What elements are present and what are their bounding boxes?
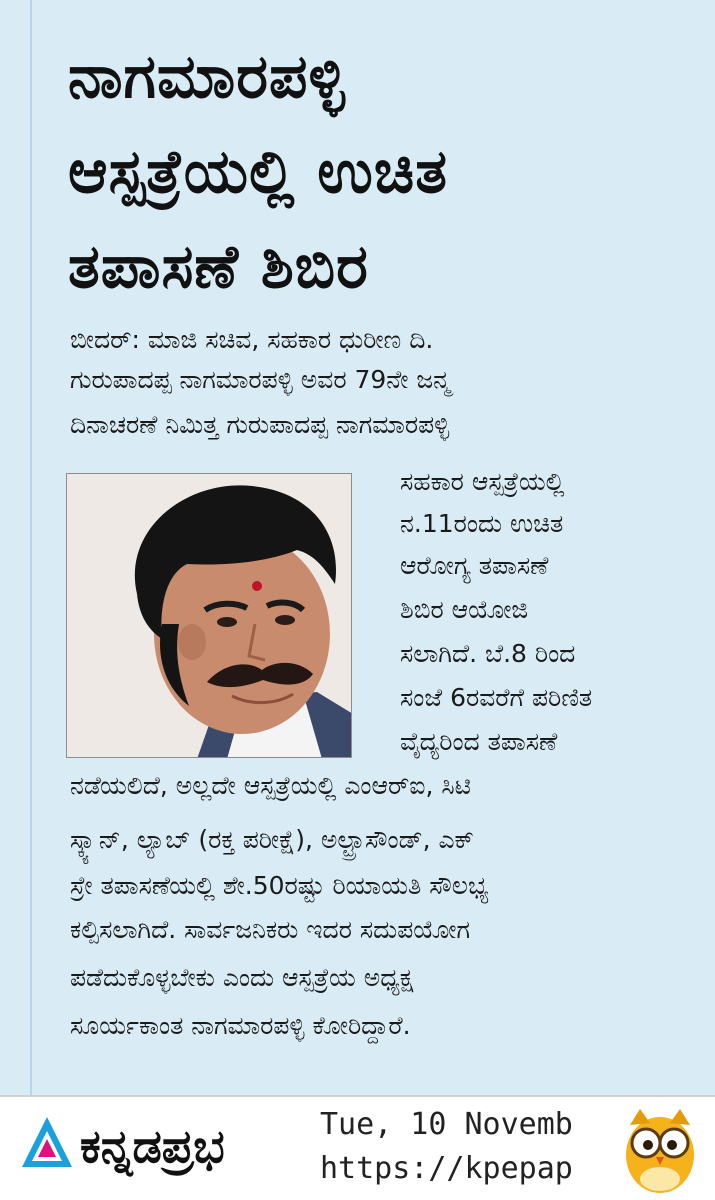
article-headline [68, 30, 688, 315]
portrait-photo [66, 473, 352, 758]
body-line: ವೈದ್ಯರಿಂದ ತಪಾಸಣೆ [400, 727, 558, 756]
body-line: ಸ್ಕ್ಯಾನ್, ಲ್ಯಾಬ್ (ರಕ್ತ ಪರೀಕ್ಷೆ), ಅಲ್ಟ್ರಾಸೌಂಡ್, ಎಕ್ [70, 825, 474, 854]
body-line: ಆರೋಗ್ಯ ತಪಾಸಣೆ [400, 551, 549, 580]
headline-line: ತಪಾಸಣೆ ಶಿಬಿರ [68, 232, 369, 302]
body-line: ಸಲಾಗಿದೆ. ಬೆ.8 ರಿಂದ [400, 639, 576, 668]
body-line: ಬೀದರ್: ಮಾಜಿ ಸಚಿವ, ಸಹಕಾರ ಧುರೀಣ ದಿ. [70, 325, 434, 354]
body-line: ದಿನಾಚರಣೆ ನಿಮಿತ್ತ ಗುರುಪಾದಪ್ಪ ನಾಗಮಾರಪಳ್ಳಿ [70, 410, 450, 439]
portrait-illustration [67, 474, 352, 758]
publication-footer [0, 1095, 715, 1200]
clipping-edge [30, 0, 32, 1095]
body-line: ಶಿಬಿರ ಆಯೋಜಿ [400, 595, 529, 624]
owl-mascot-icon [620, 1103, 700, 1195]
publication-name: ಕನ್ನಡಪ್ರಭ [80, 1119, 225, 1173]
body-line: ಕಲ್ಪಿಸಲಾಗಿದೆ. ಸಾರ್ವಜನಿಕರು ಇದರ ಸದುಪಯೋಗ [70, 915, 471, 944]
body-line: ನ.11ರಂದು ಉಚಿತ [400, 509, 564, 538]
body-line: ಸೂರ್ಯಕಾಂತ ನಾಗಮಾರಪಳ್ಳಿ ಕೋರಿದ್ದಾರೆ. [70, 1011, 411, 1040]
body-line: ಸಹಕಾರ ಆಸ್ಪತ್ರೆಯಲ್ಲಿ [400, 467, 565, 496]
headline-line: ನಾಗಮಾರಪಳ್ಳಿ [68, 42, 346, 112]
headline-line: ಆಸ್ಪತ್ರೆಯಲ್ಲಿ ಉಚಿತ [68, 137, 448, 207]
body-line: ನಡೆಯಲಿದೆ, ಅಲ್ಲದೇ ಆಸ್ಪತ್ರೆಯಲ್ಲಿ ಎಂಆರ್‌ಐ, ಸಿಟಿ [70, 771, 471, 800]
body-line: ಪಡೆದುಕೊಳ್ಳಬೇಕು ಎಂದು ಆಸ್ಪತ್ರೆಯ ಅಧ್ಯಕ್ಷ [70, 963, 414, 992]
body-line: ಸಂಜೆ 6ರವರೆಗೆ ಪರಿಣಿತ [400, 683, 593, 712]
epaper-url[interactable]: https://kpepap [320, 1151, 573, 1186]
edition-date: Tue, 10 Novemb [320, 1107, 573, 1142]
body-line: ಗುರುಪಾದಪ್ಪ ನಾಗಮಾರಪಳ್ಳಿ ಅವರ 79ನೇ ಜನ್ಮ [70, 365, 451, 394]
kannada-prabha-logo-icon [20, 1115, 74, 1169]
body-line: ಸ್ರೇ ತಪಾಸಣೆಯಲ್ಲಿ ಶೇ.50ರಷ್ಟು ರಿಯಾಯತಿ ಸೌಲಭ್ಯ [70, 871, 489, 900]
